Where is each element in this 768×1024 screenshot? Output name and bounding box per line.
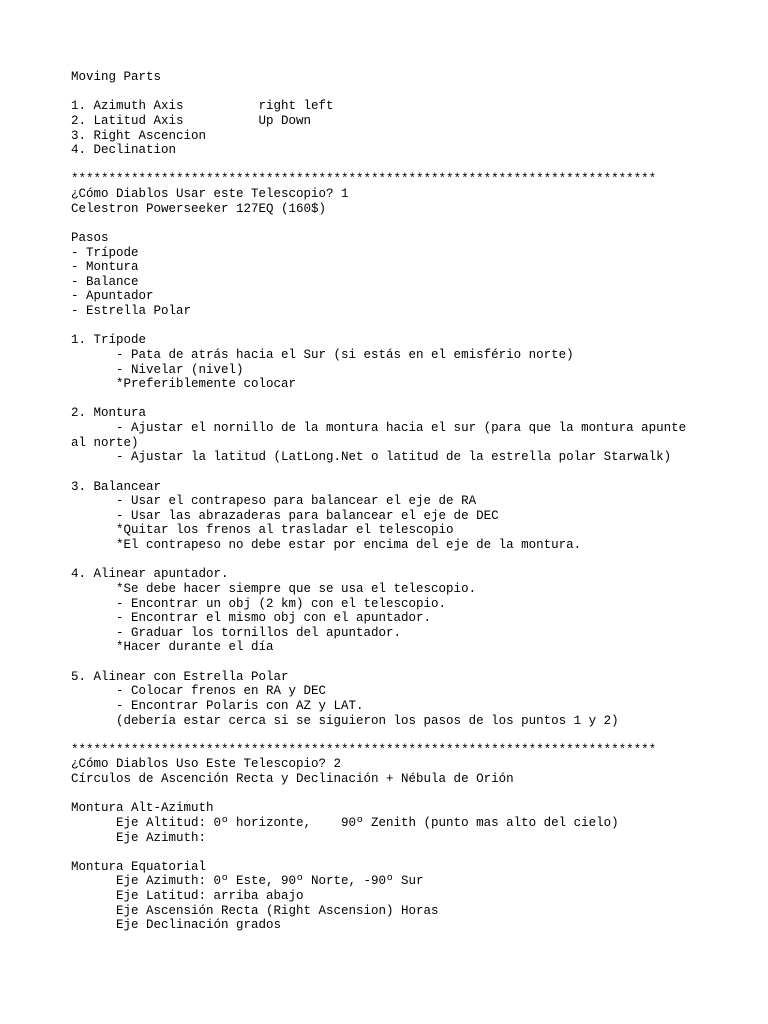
text-line (71, 465, 686, 480)
text-line: - Colocar frenos en RA y DEC (71, 684, 327, 699)
text-line: Eje Altitud: 0º horizonte, 90º Zenith (punto mas alto del cielo) (71, 815, 619, 830)
text-line: 5. Alinear con Estrella Polar (71, 669, 289, 684)
text-line: *Preferiblemente colocar (71, 377, 297, 392)
text-line (71, 655, 686, 670)
text-line: ****************************************************************************** (71, 742, 657, 757)
text-line: - Encontrar el mismo obj con el apuntador. (71, 611, 432, 626)
text-line: - Encontrar Polaris con AZ y LAT. (71, 698, 364, 713)
text-line: - Ajustar el nornillo de la montura hacia el sur (para que la montura apunte (71, 421, 687, 435)
text-line: ¿Cómo Diablos Usar este Telescopio? 1 (71, 187, 349, 201)
text-line: Eje Declinación grados (71, 918, 282, 933)
text-line: - Trípode (71, 245, 139, 260)
text-line: Círculos de Ascención Recta y Declinación + Nébula de Orión (71, 772, 514, 786)
text-line (71, 319, 686, 334)
text-line: Celestron Powerseeker 127EQ (160$) (71, 201, 327, 216)
text-line: - Apuntador (71, 289, 154, 304)
text-line: 3. Right Ascencion (71, 128, 207, 143)
text-line (71, 85, 686, 100)
text-line: - Balance (71, 274, 139, 289)
text-line: Eje Latitud: arriba abajo (71, 889, 304, 903)
text-line: ¿Cómo Diablos Uso Este Telescopio? 2 (71, 757, 342, 772)
text-line: Eje Ascensión Recta (Right Ascension) Horas (71, 903, 439, 918)
text-line: - Encontrar un obj (2 km) con el telescopio. (71, 596, 447, 611)
text-line: Montura Equatorial (71, 859, 207, 874)
text-line: - Pata de atrás hacia el Sur (si estás en el emisfério norte) (71, 347, 574, 362)
text-line: (debería estar cerca si se siguieron los pasos de los puntos 1 y 2) (71, 713, 619, 728)
text-line: 2. Latitud Axis Up Down (71, 113, 312, 128)
text-line: Pasos (71, 230, 109, 245)
text-line: - Usar el contrapeso para balancear el eje de RA (71, 494, 477, 509)
text-line (71, 158, 686, 173)
text-line: Moving Parts (71, 70, 162, 84)
text-line (71, 845, 686, 860)
text-line: al norte) (71, 435, 139, 450)
text-line: 2. Montura (71, 406, 147, 421)
text-line: - Ajustar la latitud (LatLong.Net o latitud de la estrella polar Starwalk) (71, 450, 672, 465)
text-line: 4. Declination (71, 143, 177, 158)
text-line (71, 787, 686, 802)
text-line: *Quitar los frenos al trasladar el telescopio (71, 523, 454, 538)
text-line: - Graduar los tornillos del apuntador. (71, 625, 402, 640)
text-line: Eje Azimuth: (71, 830, 207, 845)
text-line: Eje Azimuth: 0º Este, 90º Norte, -90º Sur (71, 874, 424, 889)
text-line: 3. Balancear (71, 479, 162, 494)
text-line (71, 392, 686, 407)
text-line (71, 553, 686, 568)
text-line: 4. Alinear apuntador. (71, 567, 229, 582)
text-line: - Usar las abrazaderas para balancear el eje de DEC (71, 508, 499, 523)
text-line: *Se debe hacer siempre que se usa el telescopio. (71, 581, 477, 596)
text-line: - Montura (71, 260, 139, 275)
text-line: *El contrapeso no debe estar por encima del eje de la montura. (71, 538, 582, 552)
text-line: 1. Azimuth Axis right left (71, 99, 334, 114)
text-line (71, 728, 686, 743)
text-line: 1. Trípode (71, 333, 147, 348)
text-line (71, 216, 686, 231)
text-line: - Nivelar (nivel) (71, 362, 244, 377)
text-line: *Hacer durante el día (71, 640, 274, 655)
text-line: - Estrella Polar (71, 304, 192, 318)
text-line: Montura Alt-Azimuth (71, 801, 214, 816)
text-line: ****************************************************************************** (71, 172, 657, 187)
document-text (71, 70, 686, 933)
